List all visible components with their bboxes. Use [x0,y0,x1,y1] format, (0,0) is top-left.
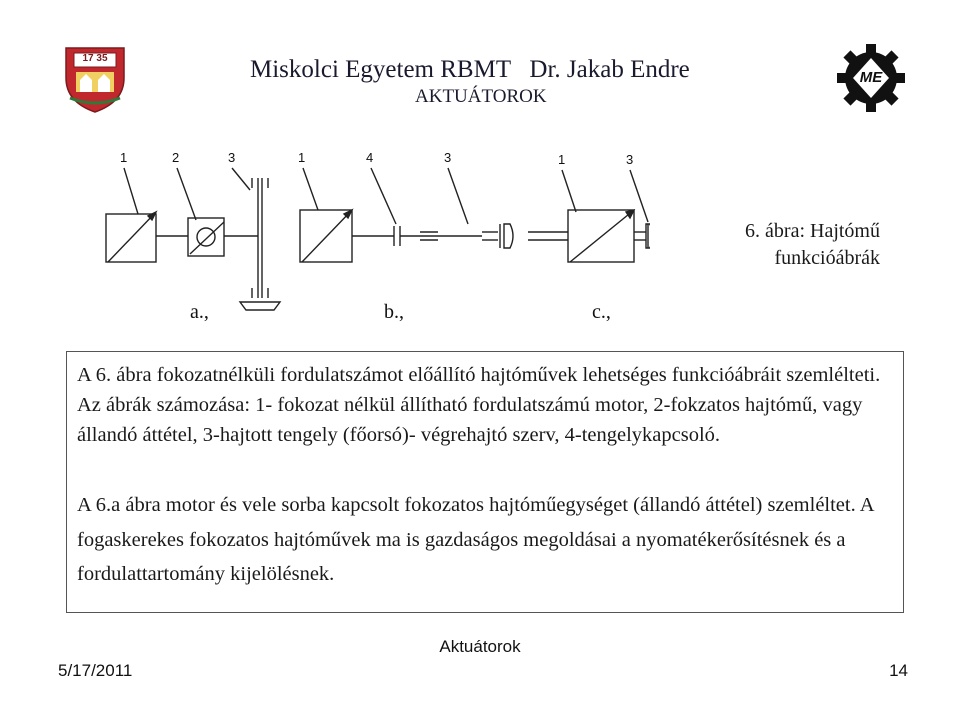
callout-b-3: 3 [444,150,452,165]
diagram-a [106,150,280,323]
header-subtitle: AKTUÁTOROK [415,86,547,107]
me-gear-logo [833,40,909,120]
sublabel-c: c., [592,301,611,323]
callout-b-1: 1 [298,150,306,165]
diagram-c [528,152,650,323]
callout-a-2: 2 [172,150,180,165]
university-crest-logo [60,44,130,114]
sublabel-a: a., [190,301,209,323]
crest-year-text: 17 35 [82,53,108,64]
footer-title: Aktuátorok [439,637,521,656]
diagram-b [298,150,513,323]
description-textbox [66,351,904,613]
footer-page-number: 14 [889,661,908,680]
spindle-tool-b [504,224,513,248]
callout-c-1: 1 [558,152,566,167]
description-paragraph-1: A 6. ábra fokozatnélküli fordulatszámot előállító hajtóművek lehetséges funkcióábráit szemlélteti. Az ábrák számozása: 1- fokozat nélkül állítható fordulatszámú motor, 2-fokzatos hajtómű, vagy állandó áttétel, 3-hajtott tengely (főorsó)- végrehajtó szerv, 4-tengelykapcsoló. [77,364,881,446]
caption-line-2: funkcióábrák [774,247,880,269]
header-title: Miskolci Egyetem RBMT Dr. Jakab Endre [250,56,690,83]
callout-a-3: 3 [228,150,236,165]
callout-a-1: 1 [120,150,128,165]
sublabel-b: b., [384,301,404,323]
callout-c-3: 3 [626,152,634,167]
description-paragraph-2: A 6.a ábra motor és vele sorba kapcsolt fokozatos hajtóműegységet (állandó áttétel) szemléltet. A fogaskerekes fokozatos hajtóművek ma is gazdaságos megoldásai a nyomatékerősítésnek és a fordulattartomány kijelölésnek. [77,494,874,585]
me-logo-text: ME [859,69,883,86]
figure-caption [700,218,880,272]
caption-line-1: 6. ábra: Hajtómű [745,220,880,242]
function-diagram [90,140,650,330]
footer-date: 5/17/2011 [58,661,133,680]
callout-b-4: 4 [366,150,374,165]
